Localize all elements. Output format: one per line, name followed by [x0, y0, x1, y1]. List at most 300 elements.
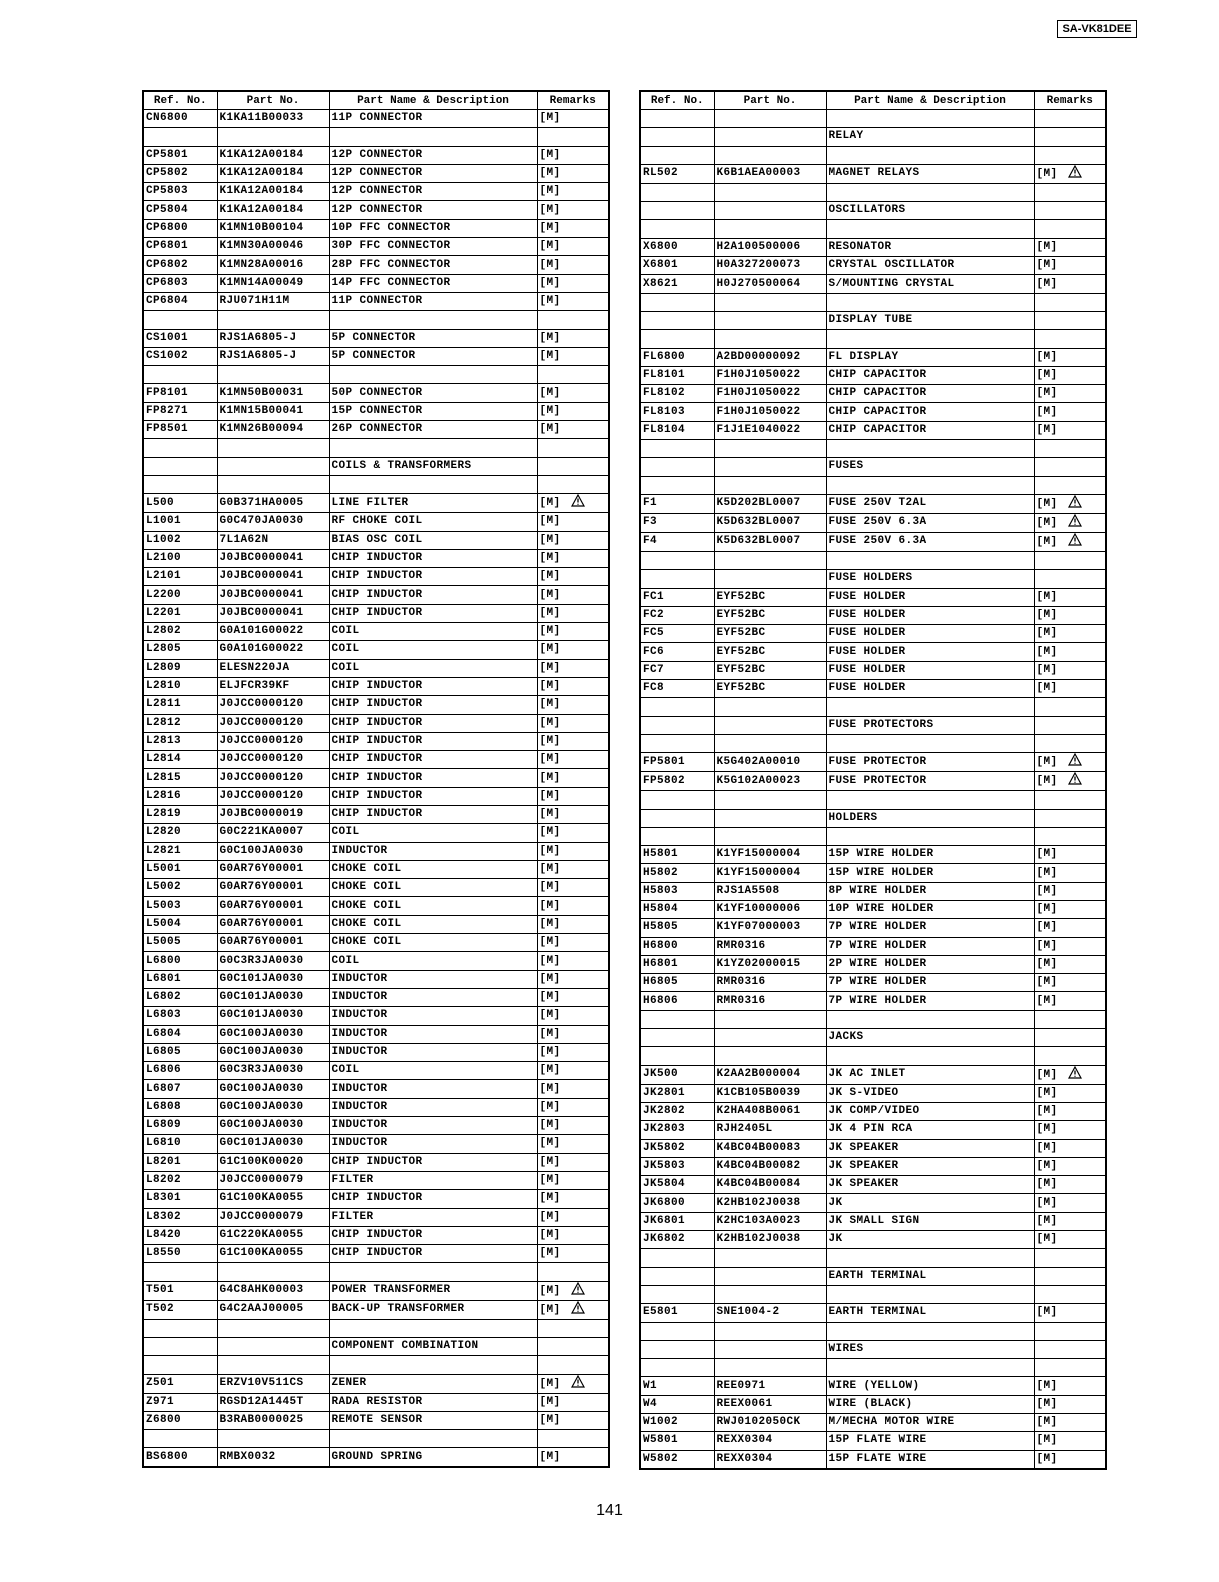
description-text: BIAS OSC COIL [331, 533, 423, 546]
remarks-cell [1034, 202, 1106, 220]
safety-warning-icon [571, 494, 585, 507]
description-cell [826, 1084, 1034, 1102]
ref-no-cell [143, 238, 217, 256]
ref-no-cell [640, 1322, 714, 1340]
description-text: CHIP INDUCTOR [331, 1228, 423, 1241]
part-no-text: G0C470JA0030 [219, 515, 304, 528]
remarks-cell [1034, 458, 1106, 476]
remarks-text: [M] [1036, 405, 1058, 418]
ref-no-cell [640, 1139, 714, 1157]
description-cell [826, 588, 1034, 606]
table-row [143, 1356, 609, 1374]
part-no-cell [714, 1212, 826, 1230]
description-text: 50P CONNECTOR [331, 386, 423, 399]
description-text: LINE FILTER [331, 496, 409, 509]
remarks-cell [537, 1411, 609, 1429]
remarks-cell [537, 1007, 609, 1025]
description-text: 12P CONNECTOR [331, 185, 423, 198]
description-cell [826, 1267, 1034, 1285]
remarks-text: [M] [1036, 497, 1058, 510]
part-no-text: REE0971 [716, 1379, 766, 1392]
ref-no-cell [640, 366, 714, 384]
part-no-text: EYF52BC [716, 590, 766, 603]
ref-no-cell [143, 1374, 217, 1393]
remarks-cell [537, 805, 609, 823]
remarks-text: [M] [539, 753, 561, 766]
ref-no-text: X8621 [643, 277, 679, 290]
description-cell [826, 551, 1034, 569]
table-row [143, 549, 609, 567]
ref-no-text: CN6800 [146, 112, 189, 125]
remarks-cell [537, 1025, 609, 1043]
description-cell [826, 1359, 1034, 1377]
table-row [640, 809, 1106, 827]
remarks-text: [M] [1036, 645, 1058, 658]
part-no-cell [714, 1322, 826, 1340]
description-text: GROUND SPRING [331, 1450, 423, 1463]
remarks-cell [537, 531, 609, 549]
part-no-text: K1MN14A00049 [219, 276, 304, 289]
part-no-cell [714, 202, 826, 220]
description-cell [329, 1226, 537, 1244]
part-no-text: G0C3R3JA0030 [219, 1064, 304, 1077]
description-cell [826, 1029, 1034, 1047]
ref-no-cell [640, 643, 714, 661]
table-row [143, 1374, 609, 1393]
remarks-text: [M] [539, 680, 561, 693]
remarks-text: [M] [1036, 277, 1058, 290]
ref-no-cell [143, 531, 217, 549]
ref-no-cell [640, 1010, 714, 1028]
table-row [143, 1300, 609, 1319]
ref-no-cell [143, 164, 217, 182]
description-cell [826, 421, 1034, 439]
part-no-cell [714, 753, 826, 772]
description-cell [826, 734, 1034, 752]
part-no-cell [714, 551, 826, 569]
table-row [143, 1025, 609, 1043]
part-no-cell [714, 311, 826, 329]
part-no-text: J0JCC0000120 [219, 789, 304, 802]
description-cell [329, 1007, 537, 1025]
description-text: FUSE PROTECTORS [828, 718, 934, 731]
description-text: JK [828, 1233, 843, 1246]
ref-no-cell [143, 1007, 217, 1025]
part-no-text: K6B1AEA00003 [716, 167, 801, 180]
description-cell [826, 1322, 1034, 1340]
part-no-text: G0AR76Y00001 [219, 917, 304, 930]
table-row [640, 220, 1106, 238]
part-no-text: G0C101JA0030 [219, 991, 304, 1004]
description-cell [826, 403, 1034, 421]
ref-no-cell [143, 1430, 217, 1448]
part-no-cell [714, 1010, 826, 1028]
part-no-cell [714, 1139, 826, 1157]
description-text: FUSE HOLDER [828, 645, 906, 658]
ref-no-cell [143, 1190, 217, 1208]
remarks-cell [1034, 606, 1106, 624]
table-row [143, 1062, 609, 1080]
table-row [640, 1340, 1106, 1358]
description-cell [329, 1062, 537, 1080]
description-cell [826, 1065, 1034, 1084]
remarks-text: [M] [539, 625, 561, 638]
description-cell [329, 256, 537, 274]
table-row [640, 183, 1106, 201]
table-row [143, 879, 609, 897]
table-row [143, 329, 609, 347]
ref-no-text: L8202 [146, 1174, 182, 1187]
ref-no-cell [143, 586, 217, 604]
remarks-text: [M] [1036, 423, 1058, 436]
description-cell [329, 1171, 537, 1189]
remarks-text: [M] [1036, 1178, 1058, 1191]
part-no-cell [714, 385, 826, 403]
part-no-cell [714, 1432, 826, 1450]
ref-no-text: CS1001 [146, 331, 189, 344]
ref-no-text: L5001 [146, 863, 182, 876]
description-cell [826, 606, 1034, 624]
remarks-text: [M] [1036, 939, 1058, 952]
remarks-text: [M] [1036, 627, 1058, 640]
part-no-cell [217, 659, 329, 677]
description-cell [329, 513, 537, 531]
description-cell [826, 366, 1034, 384]
ref-no-cell [640, 257, 714, 275]
ref-no-cell [143, 1062, 217, 1080]
part-no-cell [714, 330, 826, 348]
part-no-text: G0A101G00022 [219, 625, 304, 638]
description-text: FUSE 250V 6.3A [828, 516, 927, 529]
table-row [143, 970, 609, 988]
table-row [143, 238, 609, 256]
remarks-cell [1034, 257, 1106, 275]
ref-no-text: X6801 [643, 259, 679, 272]
description-cell [329, 110, 537, 128]
part-no-text: J0JBC0000019 [219, 808, 304, 821]
ref-no-text: H5802 [643, 866, 679, 879]
part-no-text: J0JCC0000079 [219, 1174, 304, 1187]
part-no-text: K1KA12A00184 [219, 148, 304, 161]
part-no-text: RJU071H11M [219, 295, 290, 308]
part-no-cell [217, 201, 329, 219]
column-header-description: Part Name & Description [329, 91, 537, 110]
remarks-text: [M] [539, 1284, 561, 1297]
ref-no-text: L2811 [146, 698, 182, 711]
ref-no-text: CP6802 [146, 258, 189, 271]
table-row [143, 1080, 609, 1098]
table-row [143, 402, 609, 420]
part-no-cell [714, 494, 826, 513]
part-no-cell [714, 974, 826, 992]
ref-no-text: JK500 [643, 1068, 679, 1081]
ref-no-text: H5803 [643, 884, 679, 897]
remarks-cell [537, 256, 609, 274]
remarks-text: [M] [539, 1174, 561, 1187]
remarks-cell [537, 1098, 609, 1116]
part-no-cell [217, 769, 329, 787]
ref-no-cell [640, 220, 714, 238]
description-cell [826, 772, 1034, 791]
table-row [143, 604, 609, 622]
description-text: CHIP INDUCTOR [331, 1192, 423, 1205]
part-no-text: RMR0316 [716, 939, 766, 952]
description-text: REMOTE SENSOR [331, 1414, 423, 1427]
part-no-text: G0C100JA0030 [219, 1082, 304, 1095]
remarks-cell [537, 1356, 609, 1374]
table-row [143, 1007, 609, 1025]
description-text: 7P WIRE HOLDER [828, 921, 927, 934]
model-number: SA-VK81DEE [1057, 20, 1137, 38]
ref-no-text: W5801 [643, 1434, 679, 1447]
remarks-cell [1034, 476, 1106, 494]
remarks-cell [537, 183, 609, 201]
table-row [143, 677, 609, 695]
ref-no-cell [143, 604, 217, 622]
table-row [640, 1176, 1106, 1194]
safety-warning-icon [1068, 753, 1082, 766]
remarks-cell [537, 769, 609, 787]
remarks-cell [537, 824, 609, 842]
safety-warning-icon [1068, 495, 1082, 508]
description-cell [329, 1135, 537, 1153]
description-cell [329, 787, 537, 805]
ref-no-cell [640, 330, 714, 348]
description-cell [329, 568, 537, 586]
table-row [143, 696, 609, 714]
table-row [640, 164, 1106, 183]
part-no-cell [714, 900, 826, 918]
remarks-cell [537, 623, 609, 641]
ref-no-text: Z971 [146, 1395, 175, 1408]
remarks-cell [537, 696, 609, 714]
description-cell [826, 1047, 1034, 1065]
part-no-cell [714, 570, 826, 588]
table-row [640, 1359, 1106, 1377]
description-cell [826, 183, 1034, 201]
table-row [640, 606, 1106, 624]
part-no-text: G0AR76Y00001 [219, 936, 304, 949]
ref-no-text: W1 [643, 1379, 658, 1392]
part-no-cell [217, 274, 329, 292]
description-text: 10P WIRE HOLDER [828, 903, 934, 916]
part-no-cell [714, 128, 826, 146]
ref-no-text: JK6802 [643, 1233, 686, 1246]
remarks-text: [M] [1036, 387, 1058, 400]
ref-no-cell [143, 513, 217, 531]
description-text: JK SPEAKER [828, 1159, 899, 1172]
ref-no-cell [640, 955, 714, 973]
column-header-ref-no: Ref. No. [640, 91, 714, 110]
table-row [640, 882, 1106, 900]
remarks-cell [1034, 366, 1106, 384]
ref-no-text: CP6801 [146, 240, 189, 253]
description-cell [826, 1121, 1034, 1139]
table-row [143, 751, 609, 769]
remarks-text: [M] [539, 515, 561, 528]
part-no-text: K1MN15B00041 [219, 404, 304, 417]
part-no-cell [217, 146, 329, 164]
description-cell [329, 421, 537, 439]
description-text: MAGNET RELAYS [828, 167, 920, 180]
description-cell [329, 1430, 537, 1448]
part-no-text: K1KA12A00184 [219, 203, 304, 216]
description-cell [329, 1245, 537, 1263]
ref-no-cell [143, 421, 217, 439]
part-no-cell [714, 476, 826, 494]
part-no-text: G0C221KA0007 [219, 826, 304, 839]
table-row [640, 1432, 1106, 1450]
part-no-text: K1YF10000006 [716, 903, 801, 916]
description-text: WIRE (YELLOW) [828, 1379, 920, 1392]
ref-no-text: FL8102 [643, 387, 686, 400]
part-no-text: F1H0J1050022 [716, 405, 801, 418]
description-text: POWER TRANSFORMER [331, 1284, 451, 1297]
table-row [640, 1212, 1106, 1230]
remarks-text: [M] [539, 1395, 561, 1408]
description-text: FILTER [331, 1174, 374, 1187]
description-cell [826, 275, 1034, 293]
remarks-text: [M] [539, 734, 561, 747]
part-no-text: K1YF15000004 [716, 866, 801, 879]
description-text: JK [828, 1196, 843, 1209]
table-row [640, 1010, 1106, 1028]
description-cell [329, 329, 537, 347]
ref-no-text: L2101 [146, 570, 182, 583]
description-cell [826, 809, 1034, 827]
remarks-text: [M] [1036, 663, 1058, 676]
table-row [640, 1231, 1106, 1249]
ref-no-cell [143, 1245, 217, 1263]
part-no-cell [217, 842, 329, 860]
part-no-text: K1KA11B00033 [219, 112, 304, 125]
description-cell [329, 128, 537, 146]
part-no-cell [217, 329, 329, 347]
table-row [143, 1448, 609, 1467]
description-text: CHIP INDUCTOR [331, 789, 423, 802]
part-no-cell [217, 714, 329, 732]
remarks-cell [537, 1043, 609, 1061]
remarks-text: [M] [539, 917, 561, 930]
ref-no-cell [143, 1135, 217, 1153]
remarks-text: [M] [539, 570, 561, 583]
table-row [640, 1102, 1106, 1120]
description-text: CHIP CAPACITOR [828, 405, 927, 418]
description-cell [329, 604, 537, 622]
remarks-text: [M] [539, 863, 561, 876]
table-row [143, 988, 609, 1006]
description-cell [826, 1176, 1034, 1194]
ref-no-text: L5003 [146, 899, 182, 912]
ref-no-cell [143, 475, 217, 493]
description-text: 10P FFC CONNECTOR [331, 221, 451, 234]
description-text: 15P CONNECTOR [331, 404, 423, 417]
remarks-text: [M] [1036, 775, 1058, 788]
description-cell [329, 934, 537, 952]
table-row [640, 257, 1106, 275]
ref-no-text: FL8104 [643, 423, 686, 436]
table-row [640, 202, 1106, 220]
ref-no-cell [143, 769, 217, 787]
part-no-cell [217, 1300, 329, 1319]
description-cell [826, 1432, 1034, 1450]
ref-no-text: H6806 [643, 994, 679, 1007]
remarks-cell [537, 915, 609, 933]
ref-no-text: FP5801 [643, 755, 686, 768]
remarks-text: [M] [539, 1082, 561, 1095]
remarks-cell [537, 329, 609, 347]
description-cell [826, 1450, 1034, 1469]
remarks-text: [M] [1036, 535, 1058, 548]
part-no-text: EYF52BC [716, 645, 766, 658]
ref-no-cell [640, 1414, 714, 1432]
description-text: 12P CONNECTOR [331, 203, 423, 216]
table-row [640, 1047, 1106, 1065]
remarks-cell [537, 1190, 609, 1208]
remarks-cell [1034, 827, 1106, 845]
remarks-text: [M] [539, 1228, 561, 1241]
description-text: FUSE HOLDERS [828, 572, 913, 585]
table-row [640, 753, 1106, 772]
part-no-cell [217, 696, 329, 714]
part-no-text: G0C100JA0030 [219, 1100, 304, 1113]
remarks-cell [537, 1245, 609, 1263]
table-row [143, 1135, 609, 1153]
description-cell [329, 1411, 537, 1429]
remarks-text: [M] [1036, 976, 1058, 989]
table-row [143, 952, 609, 970]
ref-no-text: L2820 [146, 826, 182, 839]
description-cell [826, 476, 1034, 494]
ref-no-cell [143, 256, 217, 274]
ref-no-text: L6809 [146, 1119, 182, 1132]
part-no-cell [217, 475, 329, 493]
description-cell [329, 1338, 537, 1356]
part-no-text: RJS1A6805-J [219, 331, 297, 344]
remarks-cell [537, 586, 609, 604]
description-text: 14P FFC CONNECTOR [331, 276, 451, 289]
ref-no-cell [143, 714, 217, 732]
remarks-cell [1034, 900, 1106, 918]
description-text: CHIP INDUCTOR [331, 606, 423, 619]
description-cell [329, 183, 537, 201]
table-row [143, 1338, 609, 1356]
description-cell [826, 864, 1034, 882]
remarks-text: [M] [539, 533, 561, 546]
ref-no-text: L6810 [146, 1137, 182, 1150]
table-row [640, 330, 1106, 348]
description-text: CHIP INDUCTOR [331, 570, 423, 583]
part-no-text: J0JBC0000041 [219, 606, 304, 619]
part-no-cell [714, 955, 826, 973]
remarks-cell [1034, 1377, 1106, 1395]
part-no-cell [217, 1356, 329, 1374]
part-no-text: K5G402A00010 [716, 755, 801, 768]
description-cell [826, 1139, 1034, 1157]
part-no-cell [714, 1450, 826, 1469]
part-no-text: K5G102A00023 [716, 774, 801, 787]
ref-no-text: JK5802 [643, 1141, 686, 1154]
part-no-text: REXX0304 [716, 1452, 773, 1465]
remarks-text: [M] [539, 221, 561, 234]
table-row [143, 769, 609, 787]
table-row [143, 475, 609, 493]
remarks-cell [537, 1117, 609, 1135]
table-row [640, 643, 1106, 661]
remarks-cell [537, 1208, 609, 1226]
table-row [640, 772, 1106, 791]
ref-no-cell [640, 1249, 714, 1267]
